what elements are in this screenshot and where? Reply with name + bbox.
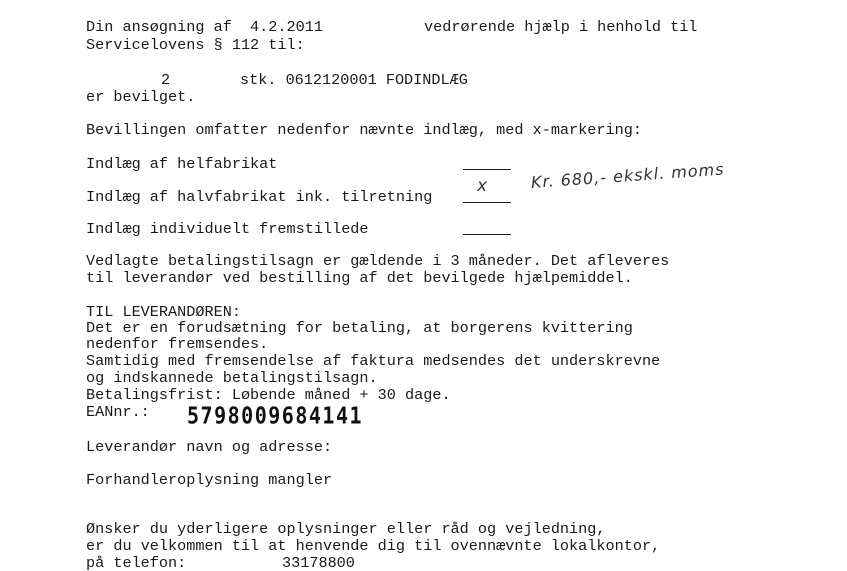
option-blank-halvfabrikat <box>463 202 511 203</box>
phone-number: 33178800 <box>282 554 355 571</box>
supplier-notice-line-4: og indskannede betalingstilsagn. <box>86 369 378 387</box>
validity-line-1: Vedlagte betalingstilsagn er gældende i 3 måneder. Det afleveres <box>86 252 670 270</box>
contact-line-2: er du velkommen til at henvende dig til ovennævnte lokalkontor, <box>86 537 661 555</box>
grant-quantity: 2 <box>161 71 171 89</box>
supplier-value: Forhandleroplysning mangler <box>86 471 333 489</box>
payment-deadline: Betalingsfrist: Løbende måned + 30 dage. <box>86 386 451 404</box>
option-label-individuelt: Indlæg individuelt fremstillede <box>86 220 369 238</box>
option-blank-individuelt <box>463 234 511 235</box>
supplier-notice-line-2: nedenfor fremsendes. <box>86 335 269 353</box>
contact-line-1: Ønsker du yderligere oplysninger eller råd og vejledning, <box>86 520 606 538</box>
ean-number: 5798009684141 <box>187 401 364 429</box>
regarding-text: vedrørende hjælp i henhold til <box>424 18 698 36</box>
law-reference: Servicelovens § 112 til: <box>86 36 305 54</box>
phone-label: på telefon: <box>86 554 187 571</box>
supplier-notice-heading: TIL LEVERANDØREN: <box>86 303 241 321</box>
option-blank-helfabrikat <box>463 169 511 170</box>
handwritten-price-note: Kr. 680,- ekskl. moms <box>530 159 726 192</box>
application-date-line: Din ansøgning af 4.2.2011 <box>86 18 323 36</box>
grant-item: stk. 0612120001 FODINDLÆG <box>240 71 468 89</box>
supplier-notice-line-1: Det er en forudsætning for betaling, at borgerens kvittering <box>86 319 633 337</box>
coverage-intro: Bevillingen omfatter nedenfor nævnte indlæg, med x-markering: <box>86 121 642 139</box>
option-mark-halvfabrikat: x <box>477 176 489 196</box>
option-label-helfabrikat: Indlæg af helfabrikat <box>86 155 278 173</box>
ean-label: EANnr.: <box>86 403 150 421</box>
supplier-heading: Leverandør navn og adresse: <box>86 438 333 456</box>
supplier-notice-line-3: Samtidig med fremsendelse af faktura medsendes det underskrevne <box>86 352 661 370</box>
grant-status: er bevilget. <box>86 88 196 106</box>
validity-line-2: til leverandør ved bestilling af det bevilgede hjælpemiddel. <box>86 269 633 287</box>
option-label-halvfabrikat: Indlæg af halvfabrikat ink. tilretning <box>86 188 433 206</box>
